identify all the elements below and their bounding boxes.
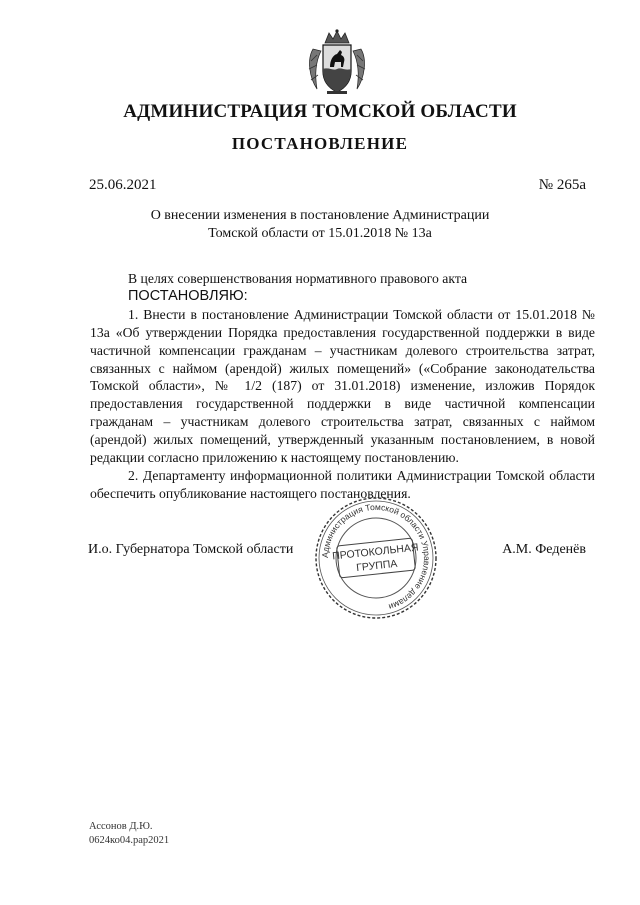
preamble: В целях совершенствования нормативного правового акта [128,271,468,286]
coat-of-arms-icon [297,25,377,99]
subject-line-1: О внесении изменения в постановление Администрации [150,208,490,223]
signatory-name: А.М. Феденёв [502,542,586,557]
stamp-center-line-2: ГРУППА [355,557,398,575]
stamp-center-line-1: ПРОТОКОЛЬНАЯ [331,541,420,563]
document-date: 25.06.2021 [89,177,157,193]
document-type-heading: ПОСТАНОВЛЕНИЕ [231,134,409,153]
document-number: № 265а [538,177,586,193]
footer-author: Ассонов Д.Ю. [89,821,153,832]
clause-1: 1. Внести в постановление Администрации Томской области от 15.01.2018 № 13а «Об утверждении Порядка предоставления государственной поддержки в виде частичной компенсации гражданам – участникам долевого строительства затрат, связанных с наймом (арендой) жилых помещений» («Собрание законодательства Томской области», № 1/2 (187) от 31.01.2018) изменение, изложив Порядок предоставления государственной поддержки в виде частичной компенсации гражданам – участникам долевого строительства затрат, связанных с наймом (арендой) жилых помещений, утвержденный указанным постановлением, в новой редакции согласно приложению к настоящему постановлению. [90,306,595,466]
stamp-ring-text: Администрация Томской области Управление делами [319,501,433,613]
footer-note [89,820,169,848]
official-stamp [312,494,440,622]
footer-file-code: 0624ко04.рар2021 [89,835,170,846]
document-body [90,270,595,503]
subject-line-2: Томской области от 15.01.2018 № 13а [208,226,432,241]
document-subject [0,207,640,243]
signatory-role: И.о. Губернатора Томской области [88,542,294,557]
decree-word: ПОСТАНОВЛЯЮ: [128,287,248,304]
organization-title: АДМИНИСТРАЦИЯ ТОМСКОЙ ОБЛАСТИ [123,101,517,122]
clause-2: 2. Департаменту информационной политики Администрации Томской области обеспечить опубликование настоящего постановления. [90,467,595,501]
